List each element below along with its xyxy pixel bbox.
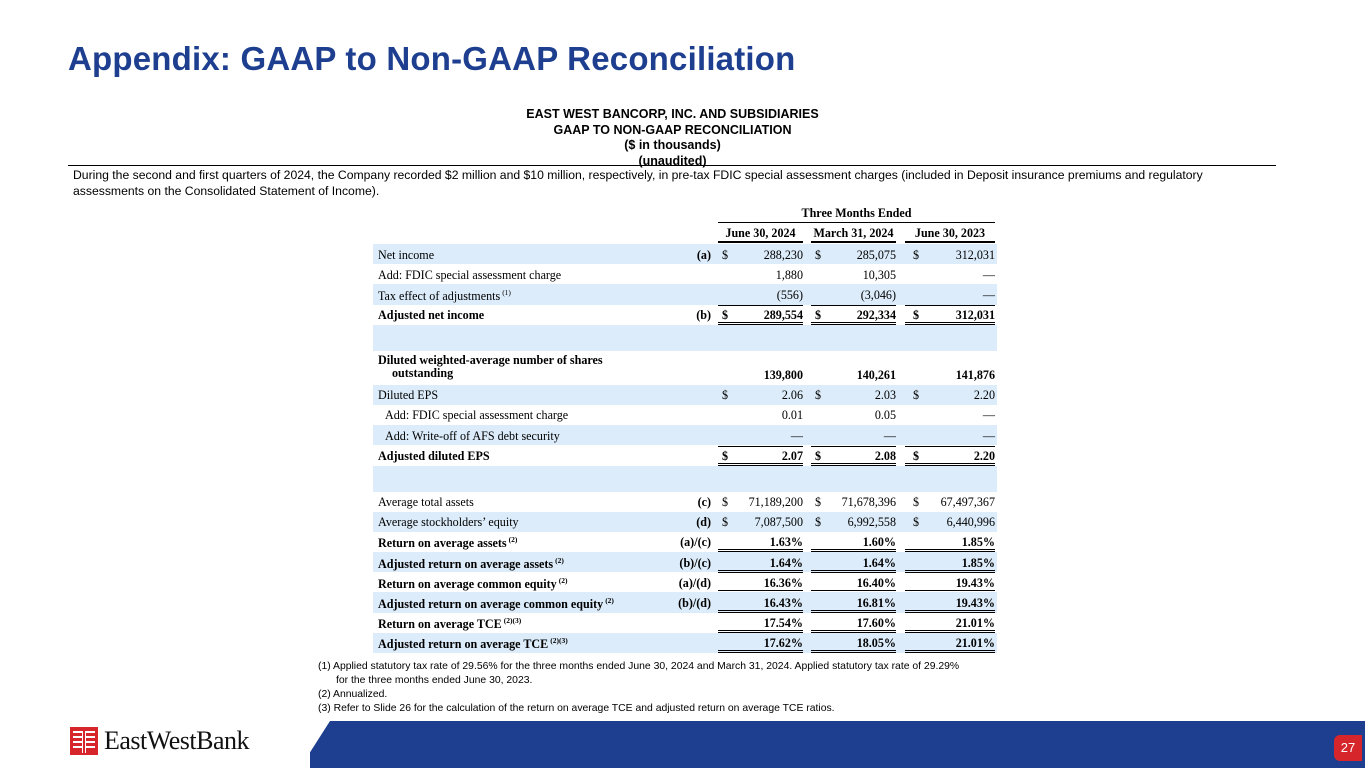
table-row (373, 613, 997, 633)
report-company: EAST WEST BANCORP, INC. AND SUBSIDIARIES (526, 107, 819, 121)
row-ref: (b)/(d) (678, 595, 711, 610)
cell: 1.60% (811, 535, 896, 552)
table-row (373, 532, 997, 552)
cell: — (811, 429, 896, 447)
cell: 21.01% (905, 616, 995, 633)
cell: 67,497,367 (940, 495, 995, 509)
cell: 18.05% (811, 636, 896, 653)
table-row (373, 572, 997, 592)
slide-title: Appendix: GAAP to Non-GAAP Reconciliation (68, 40, 796, 77)
cell: 2.07 (718, 449, 803, 466)
row-label-line: outstanding (392, 366, 454, 381)
report-units: ($ in thousands) (624, 138, 721, 152)
cell: 2.20 (905, 449, 995, 466)
header-rule (68, 165, 1276, 166)
row-label-text: Return on average assets (378, 536, 507, 551)
page-number: 27 (1334, 735, 1362, 761)
cell: 71,189,200 (748, 495, 803, 509)
row-label (378, 354, 603, 388)
cell: 289,554 (718, 308, 803, 325)
row-ref: (b) (696, 308, 711, 323)
currency-symbol: $ (722, 388, 729, 403)
currency-symbol: $ (913, 247, 920, 262)
cell: 1.64% (718, 556, 803, 573)
cell: 292,334 (811, 308, 896, 325)
cell: 1.63% (718, 535, 803, 552)
footnote-ref: (2) (605, 595, 614, 605)
brand-name: EastWestBank (104, 726, 249, 755)
row-label: Adjusted diluted EPS (378, 448, 490, 463)
brand-logo (70, 726, 249, 756)
cell: 1.85% (905, 535, 995, 552)
currency-symbol: $ (815, 388, 822, 403)
cell: — (905, 288, 995, 306)
footnote-1: (1) Applied statutory tax rate of 29.56% for the three months ended June 30, 2024 and March 31, 2024. Applied statutory tax rate of 29.29% (318, 661, 960, 672)
row-label (378, 636, 568, 656)
row-label: Add: FDIC special assessment charge (385, 408, 569, 423)
cell: 10,305 (862, 267, 896, 282)
cell: 21.01% (905, 636, 995, 653)
table-row (373, 425, 997, 445)
cell: — (905, 429, 995, 447)
row-label-text: Adjusted return on average TCE (378, 637, 549, 652)
cell: 6,992,558 (847, 515, 896, 530)
footnote-ref: (2) (558, 575, 568, 585)
table-row (373, 512, 997, 532)
cell: 19.43% (905, 576, 995, 593)
cell: 141,876 (955, 367, 995, 382)
currency-symbol: $ (722, 515, 729, 530)
currency-symbol: $ (913, 495, 920, 509)
cell: 0.01 (781, 408, 803, 423)
footnote-2: (2) Annualized. (318, 689, 388, 700)
table-row (373, 633, 997, 653)
table-row (373, 492, 997, 512)
cell: 2.06 (781, 388, 803, 403)
table-header-period (373, 206, 997, 223)
cell: 2.20 (973, 388, 995, 403)
row-label: Net income (378, 247, 435, 262)
currency-symbol: $ (815, 448, 822, 463)
report-name: GAAP TO NON-GAAP RECONCILIATION (553, 122, 792, 137)
currency-symbol: $ (815, 495, 822, 509)
cell: 1.64% (811, 556, 896, 573)
footnote-1-cont: for the three months ended June 30, 2023. (336, 675, 533, 686)
cell: — (718, 429, 803, 447)
currency-symbol: $ (913, 308, 920, 323)
table-row (373, 264, 997, 284)
currency-symbol: $ (913, 515, 920, 530)
table-row (373, 244, 997, 264)
row-label-text: Tax effect of adjustments (378, 288, 501, 303)
row-ref: (c) (697, 495, 711, 509)
cell: 16.40% (811, 576, 896, 593)
row-ref: (a) (696, 247, 711, 262)
currency-symbol: $ (722, 308, 729, 323)
cell: 17.54% (718, 616, 803, 633)
row-ref: (a)/(d) (678, 575, 711, 590)
cell: 312,031 (955, 247, 995, 262)
row-label: Adjusted net income (378, 308, 485, 323)
cell: — (982, 408, 995, 423)
column-header: March 31, 2024 (811, 226, 896, 243)
table-header-columns (373, 223, 997, 244)
footnote-ref: (2) (508, 535, 518, 545)
period-header: Three Months Ended (718, 206, 995, 223)
row-ref: (a)/(c) (680, 535, 711, 550)
column-header: June 30, 2023 (905, 226, 995, 243)
currency-symbol: $ (815, 515, 822, 530)
reconciliation-table (373, 206, 997, 653)
report-header (0, 107, 1345, 169)
row-label: Add: FDIC special assessment charge (378, 267, 562, 282)
cell: 140,261 (856, 367, 896, 382)
table-row (373, 445, 997, 465)
cell: (556) (718, 288, 803, 306)
cell: 312,031 (905, 308, 995, 325)
table-row (373, 351, 997, 385)
cell: 285,075 (856, 247, 896, 262)
row-label-line: Diluted weighted-average number of shares (378, 352, 603, 367)
cell: 1,880 (775, 267, 803, 282)
cell: 2.08 (811, 449, 896, 466)
footnotes (318, 660, 959, 716)
cell: 2.03 (874, 388, 896, 403)
footnote-ref: (2)(3) (550, 636, 568, 646)
table-row (373, 284, 997, 304)
row-label-text: Adjusted return on average assets (378, 556, 554, 571)
cell: 0.05 (874, 408, 896, 423)
currency-symbol: $ (722, 495, 729, 509)
row-label: Diluted EPS (378, 388, 439, 403)
cell: 16.36% (718, 576, 803, 593)
column-header: June 30, 2024 (718, 226, 803, 243)
row-ref: (b)/(c) (679, 555, 711, 570)
intro-paragraph: During the second and first quarters of 2024, the Company recorded $2 million and $10 million, respectively, in pre-tax FDIC special assessment charges (included in Deposit insurance premiums and regulatory assessments on the Consolidated Statement of Income). (73, 168, 1203, 198)
table-row (373, 592, 997, 612)
east-west-bank-logo-icon (70, 727, 98, 755)
footnote-ref: (1) (502, 287, 511, 297)
cell: 16.43% (718, 596, 803, 613)
cell: — (982, 267, 995, 282)
currency-symbol: $ (722, 448, 729, 463)
table-row (373, 552, 997, 572)
row-label-text: Adjusted return on average common equity (378, 596, 604, 611)
row-label: Add: Write-off of AFS debt security (385, 428, 560, 443)
cell: 7,087,500 (754, 515, 803, 530)
cell: 71,678,396 (841, 495, 896, 509)
currency-symbol: $ (913, 388, 920, 403)
currency-symbol: $ (913, 448, 920, 463)
cell: 17.62% (718, 636, 803, 653)
row-label-text: Return on average TCE (378, 617, 502, 632)
cell: 16.81% (811, 596, 896, 613)
row-label-text: Return on average common equity (378, 576, 557, 591)
footer-bar (310, 721, 1365, 768)
table-row (373, 385, 997, 405)
row-label: Average total assets (378, 495, 474, 509)
table-spacer (373, 466, 997, 492)
row-label: Average stockholders’ equity (378, 515, 519, 530)
row-ref: (d) (696, 515, 711, 530)
table-row (373, 405, 997, 425)
cell: (3,046) (811, 288, 896, 306)
cell: 19.43% (905, 596, 995, 613)
footnote-3: (3) Refer to Slide 26 for the calculation of the return on average TCE and adjusted return on average TCE ratios. (318, 703, 835, 714)
footnote-ref: (2) (555, 555, 564, 565)
cell: 139,800 (763, 367, 803, 382)
currency-symbol: $ (722, 247, 729, 262)
cell: 17.60% (811, 616, 896, 633)
currency-symbol: $ (815, 247, 822, 262)
report-audit-status: (unaudited) (638, 153, 707, 168)
table-spacer (373, 325, 997, 351)
cell: 1.85% (905, 556, 995, 573)
footer-wedge (300, 721, 330, 768)
footnote-ref: (2)(3) (503, 616, 522, 626)
cell: 288,230 (763, 247, 803, 262)
currency-symbol: $ (815, 308, 822, 323)
table-row (373, 305, 997, 325)
cell: 6,440,996 (946, 515, 995, 530)
